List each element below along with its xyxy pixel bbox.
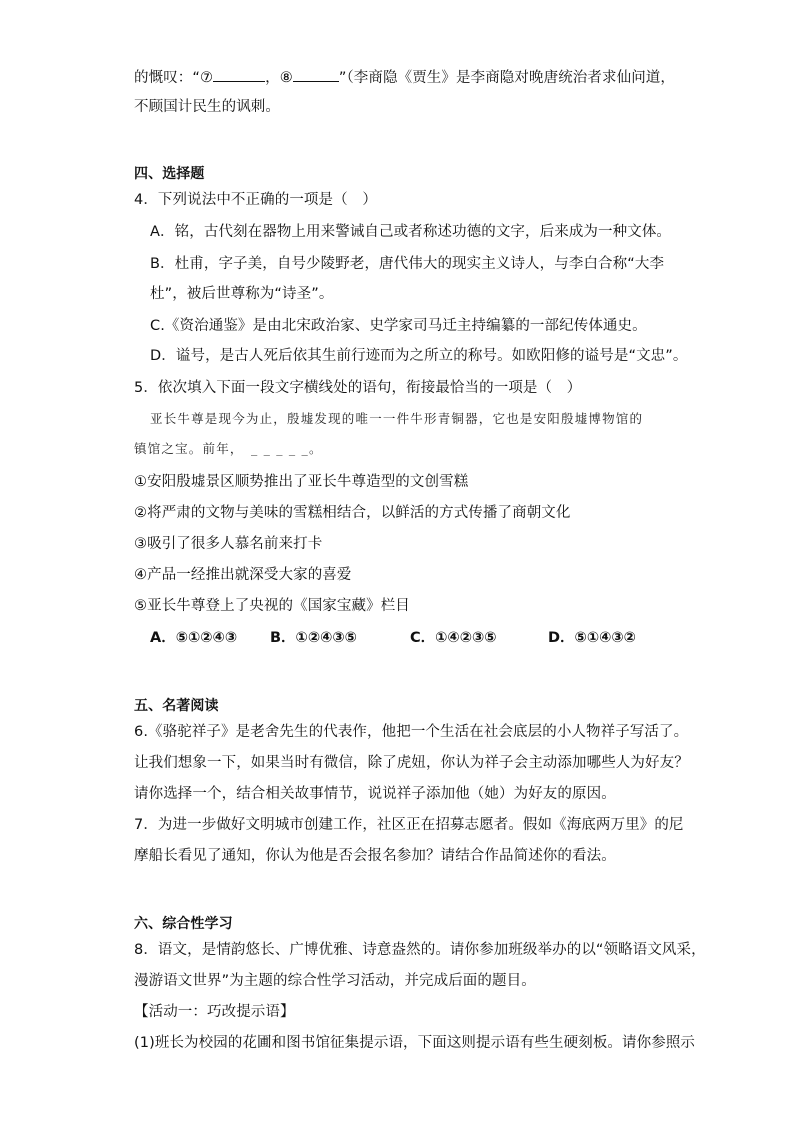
section-title-4: 四、选择题 <box>134 166 205 182</box>
q5-item-2: ②将严肃的文物与美味的雪糕相结合，以鲜活的方式传播了商朝文化 <box>134 505 571 521</box>
q6-line2: 让我们想象一下，如果当时有微信，除了虎妞，你认为祥子会主动添加哪些人为好友？ <box>134 755 689 771</box>
q4-option-a: A．铭，古代刻在器物上用来警诫自己或者称述功德的文字，后来成为一种文体。 <box>150 224 672 240</box>
q5-item-4: ④产品一经推出就深受大家的喜爱 <box>134 567 352 583</box>
q8-line1: 8．语文，是情韵悠长、广博优雅、诗意盎然的。请你参加班级举办的以“领略语文风采， <box>134 942 706 958</box>
section-title-6: 六、综合性学习 <box>134 916 233 932</box>
q7-line1: 7．为进一步做好文明城市创建工作，社区正在招募志愿者。假如《海底两万里》的尼 <box>134 817 684 833</box>
line-suffix: ”（李商隐《贾生》是李商隐对晚唐统治者求仙问道， <box>338 70 675 86</box>
activity-1-title: 【活动一：巧改提示语】 <box>134 1004 295 1020</box>
fill-in-line-7-8 <box>134 66 675 88</box>
q5-option-d[interactable]: D．⑤①④③② <box>548 630 636 646</box>
q6-line1: 6.《骆驼祥子》是老舍先生的代表作，他把一个生活在社会底层的小人物祥子写活了。 <box>134 724 689 740</box>
q5-option-c[interactable]: C．①④②③⑤ <box>410 630 497 646</box>
q5-item-1: ①安阳殷墟景区顺势推出了亚长牛尊造型的文创雪糕 <box>134 474 469 490</box>
q5-option-a[interactable]: A．⑤①②④③ <box>150 630 238 646</box>
q5-stem: 5．依次填入下面一段文字横线处的语句，衔接最恰当的一项是（ ） <box>134 380 582 396</box>
q4-option-b-line1: B．杜甫，字子美，自号少陵野老，唐代伟大的现实主义诗人，与李白合称“大李 <box>150 256 665 272</box>
q5-passage-line2: 镇馆之宝。前年， _ _ _ _ _。 <box>134 441 323 456</box>
q5-item-5: ⑤亚长牛尊登上了央视的《国家宝藏》栏目 <box>134 598 410 614</box>
q4-option-d: D．谥号，是古人死后依其生前行迹而为之所立的称号。如欧阳修的谥号是“文忠”。 <box>150 348 688 364</box>
line-prefix: 的慨叹：“⑦ <box>134 70 214 86</box>
q4-stem: 4．下列说法中不正确的一项是（ ） <box>134 192 377 208</box>
top-line-2: 不顾国计民生的讽刺。 <box>134 99 280 115</box>
line-mid: ，⑧ <box>265 70 293 86</box>
q4-option-c: C.《资治通鉴》是由北宋政治家、史学家司马迁主持编纂的一部纪传体通史。 <box>150 318 647 334</box>
q4-option-b-line2: 杜”，被后世尊称为“诗圣”。 <box>150 286 334 302</box>
sub-question-1: (1)班长为校园的花圃和图书馆征集提示语，下面这则提示语有些生硬刻板。请你参照示 <box>134 1035 696 1051</box>
q5-option-b[interactable]: B．①②④③⑤ <box>270 630 357 646</box>
blank-7[interactable] <box>213 66 265 82</box>
q5-item-3: ③吸引了很多人慕名前来打卡 <box>134 536 323 552</box>
q8-line2: 漫游语文世界”为主题的综合性学习活动，并完成后面的题目。 <box>134 973 536 989</box>
section-title-5: 五、名著阅读 <box>134 698 219 714</box>
q6-line3: 请你选择一个，结合相关故事情节，说说祥子添加他（她）为好友的原因。 <box>134 786 616 802</box>
q5-passage-line1: 亚长牛尊是现今为止，殷墟发现的唯一一件牛形青铜器，它也是安阳殷墟博物馆的 <box>150 411 644 426</box>
blank-8[interactable] <box>293 66 339 82</box>
q7-line2: 摩船长看见了通知，你认为他是否会报名参加？请结合作品简述你的看法。 <box>134 848 616 864</box>
